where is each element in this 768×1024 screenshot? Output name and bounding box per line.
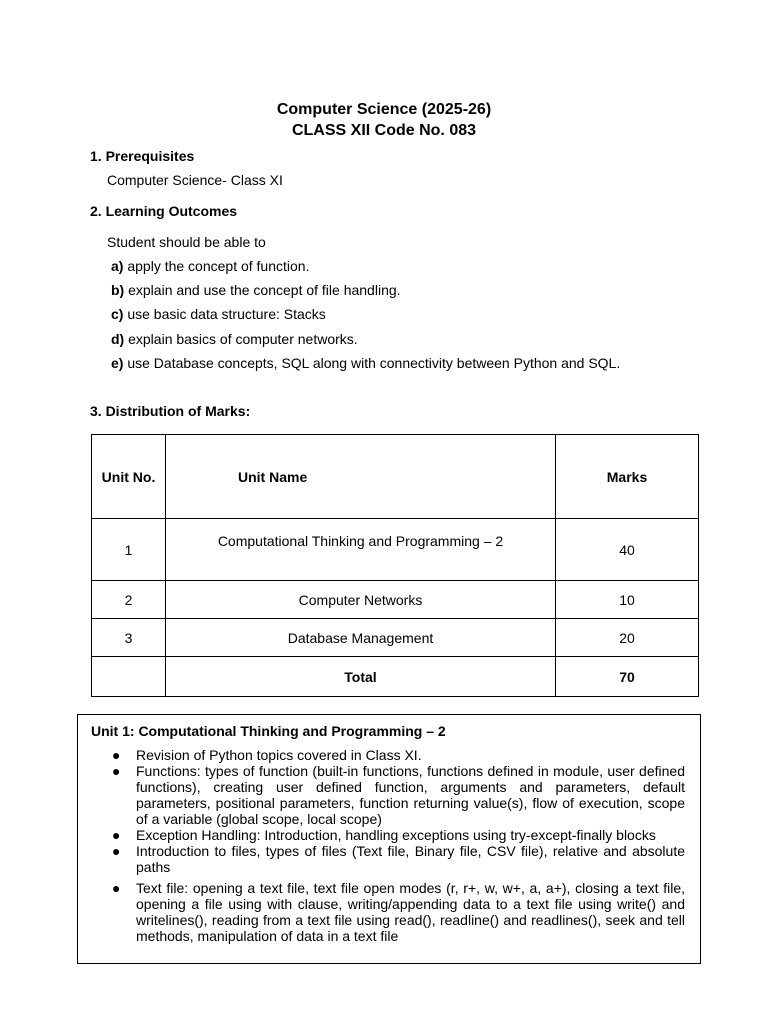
list-item-text: Exception Handling: Introduction, handling exceptions using try-except-finally blocks [136, 827, 656, 843]
cell-unit-no: 1 [92, 519, 166, 581]
cell-unit-name: Computer Networks [166, 581, 556, 619]
outcome-item [111, 331, 358, 347]
outcome-label: d) [111, 331, 125, 347]
bullet-icon: ● [112, 763, 121, 779]
list-item [78, 880, 702, 944]
column-header-marks: Marks [556, 435, 699, 519]
cell-unit-name: Database Management [166, 619, 556, 657]
cell-marks: 20 [556, 619, 699, 657]
marks-table [91, 434, 699, 697]
outcome-item [111, 282, 401, 298]
bullet-icon: ● [112, 827, 121, 843]
list-item [78, 747, 702, 763]
unit1-bullet-list [78, 747, 702, 944]
column-header-unit-no: Unit No. [92, 435, 166, 519]
prerequisites-heading: 1. Prerequisites [90, 148, 195, 164]
table-total-row [92, 657, 699, 697]
outcome-text: use basic data structure: Stacks [127, 306, 326, 322]
document-subtitle: CLASS XII Code No. 083 [291, 122, 477, 139]
document-title: Computer Science (2025-26) [276, 101, 492, 118]
outcome-text: use Database concepts, SQL along with connectivity between Python and SQL. [127, 355, 621, 371]
unit1-heading: Unit 1: Computational Thinking and Programming – 2 [91, 723, 446, 739]
learning-outcomes-heading: 2. Learning Outcomes [90, 203, 238, 219]
learning-outcomes-intro: Student should be able to [107, 234, 266, 250]
list-item-text: Text file: opening a text file, text file open modes (r, r+, w, w+, a, a+), closing a text file, opening a file using with clause, writing/appending data to a text file using write() and writelines(), reading from a text file using read(), readline() and readlines(), seek and tell methods, manipulation of data in a text file [136, 880, 685, 944]
list-item-text: Introduction to files, types of files (Text file, Binary file, CSV file), relative and absolute paths [136, 843, 685, 875]
outcome-text: explain and use the concept of file handling. [128, 282, 401, 298]
list-item [78, 763, 702, 827]
cell-unit-no: 2 [92, 581, 166, 619]
bullet-icon: ● [112, 843, 121, 859]
list-item-text: Functions: types of function (built-in functions, functions defined in module, user defined functions), creating user defined function, arguments and parameters, default parameters, positional parameters, function returning value(s), flow of execution, scope of a variable (global scope, local scope) [136, 763, 685, 827]
table-row [92, 581, 699, 619]
outcome-item [111, 355, 620, 371]
bullet-icon: ● [112, 747, 121, 763]
list-item [78, 827, 702, 843]
cell-unit-name: Computational Thinking and Programming – 2 [166, 519, 556, 581]
outcome-text: explain basics of computer networks. [128, 331, 358, 347]
distribution-heading: 3. Distribution of Marks: [90, 403, 251, 419]
cell-marks: 40 [556, 519, 699, 581]
outcome-label: c) [111, 306, 124, 322]
outcome-item [111, 306, 326, 322]
table-row [92, 519, 699, 581]
cell-empty [92, 657, 166, 697]
table-row [92, 619, 699, 657]
unit1-box [77, 714, 701, 964]
bullet-icon: ● [112, 880, 121, 896]
table-header-row [92, 435, 699, 519]
outcome-label: a) [111, 258, 124, 274]
outcome-text: apply the concept of function. [127, 258, 310, 274]
outcome-item [111, 258, 309, 274]
cell-total-label: Total [166, 657, 556, 697]
list-item-text: Revision of Python topics covered in Class XI. [136, 747, 422, 763]
cell-marks: 10 [556, 581, 699, 619]
column-header-unit-name: Unit Name [166, 435, 556, 519]
outcome-label: b) [111, 282, 125, 298]
cell-unit-no: 3 [92, 619, 166, 657]
prerequisites-text: Computer Science- Class XI [107, 172, 283, 188]
outcome-label: e) [111, 355, 124, 371]
cell-total-marks: 70 [556, 657, 699, 697]
list-item [78, 843, 702, 875]
